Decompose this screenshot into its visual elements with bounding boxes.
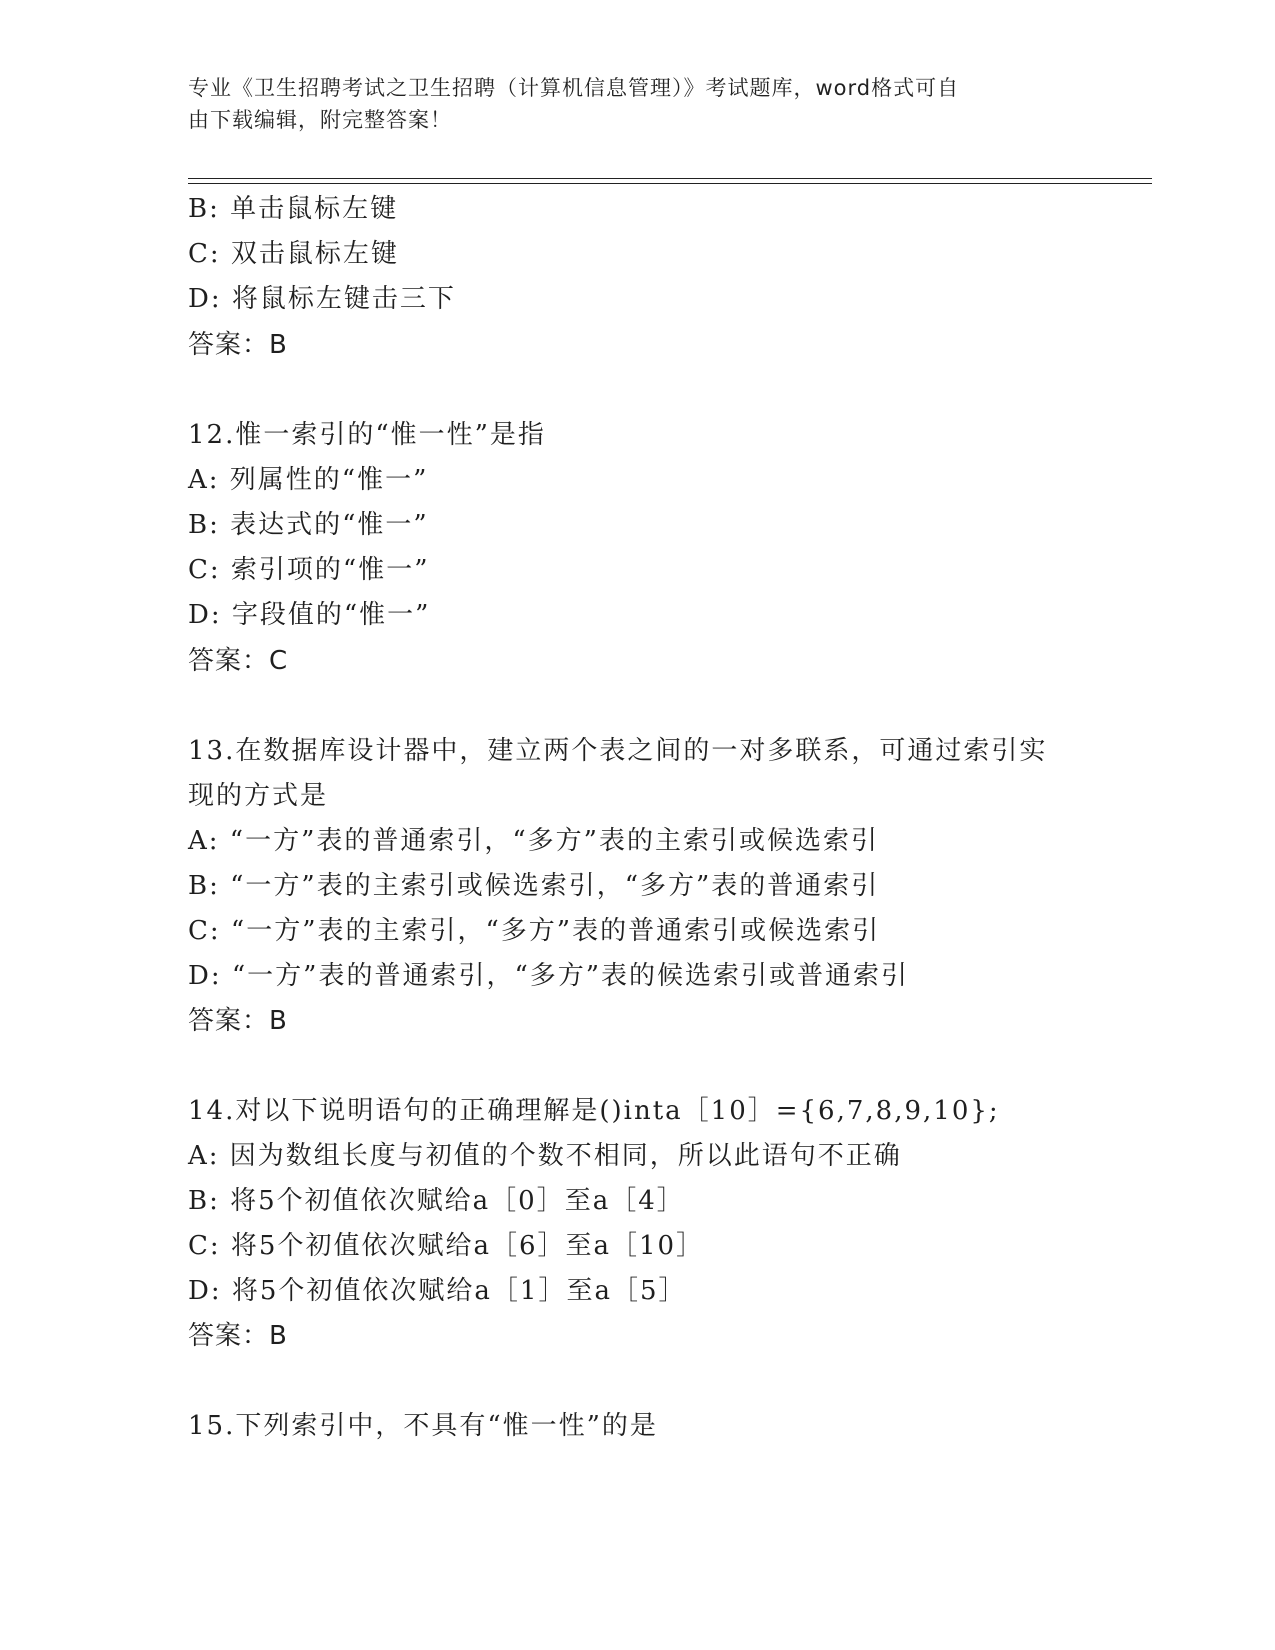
header-divider-bottom xyxy=(188,183,1152,184)
option-c: C: “一方”表的主索引，“多方”表的普通索引或候选索引 xyxy=(188,916,881,946)
option-a: A: 因为数组长度与初值的个数不相同，所以此语句不正确 xyxy=(188,1141,902,1171)
option-c: C: 双击鼠标左键 xyxy=(188,239,399,269)
header-line-1: 专业《卫生招聘考试之卫生招聘（计算机信息管理）》考试题库，word格式可自 xyxy=(188,76,960,100)
answer: 答案：B xyxy=(188,330,288,360)
option-d: D: 将5个初值依次赋给a［1］至a［5］ xyxy=(188,1276,687,1306)
question-14-stem: 14.对以下说明语句的正确理解是()inta［10］={6,7,8,9,10}; xyxy=(188,1096,1000,1126)
header-line-2: 由下载编辑，附完整答案！ xyxy=(188,108,452,132)
option-a: A: 列属性的“惟一” xyxy=(188,465,429,495)
option-a: A: “一方”表的普通索引，“多方”表的主索引或候选索引 xyxy=(188,826,879,856)
answer: 答案：B xyxy=(188,1006,288,1036)
option-b: B: 单击鼠标左键 xyxy=(188,194,399,224)
option-d: D: “一方”表的普通索引，“多方”表的候选索引或普通索引 xyxy=(188,961,910,991)
question-12-stem: 12.惟一索引的“惟一性”是指 xyxy=(188,420,546,450)
option-b: B: 表达式的“惟一” xyxy=(188,510,429,540)
option-d: D: 将鼠标左键击三下 xyxy=(188,284,456,314)
option-b: B: 将5个初值依次赋给a［0］至a［4］ xyxy=(188,1186,685,1216)
question-15-stem: 15.下列索引中，不具有“惟一性”的是 xyxy=(188,1411,658,1441)
page-header xyxy=(188,72,1088,136)
option-c: C: 将5个初值依次赋给a［6］至a［10］ xyxy=(188,1231,705,1261)
question-13-stem-line-1: 13.在数据库设计器中，建立两个表之间的一对多联系，可通过索引实 xyxy=(188,736,1048,766)
option-b: B: “一方”表的主索引或候选索引，“多方”表的普通索引 xyxy=(188,871,880,901)
header-divider-top xyxy=(188,178,1152,179)
answer: 答案：B xyxy=(188,1321,288,1351)
option-d: D: 字段值的“惟一” xyxy=(188,600,431,630)
answer: 答案：C xyxy=(188,646,289,676)
question-13-stem-line-2: 现的方式是 xyxy=(188,781,329,811)
option-c: C: 索引项的“惟一” xyxy=(188,555,430,585)
